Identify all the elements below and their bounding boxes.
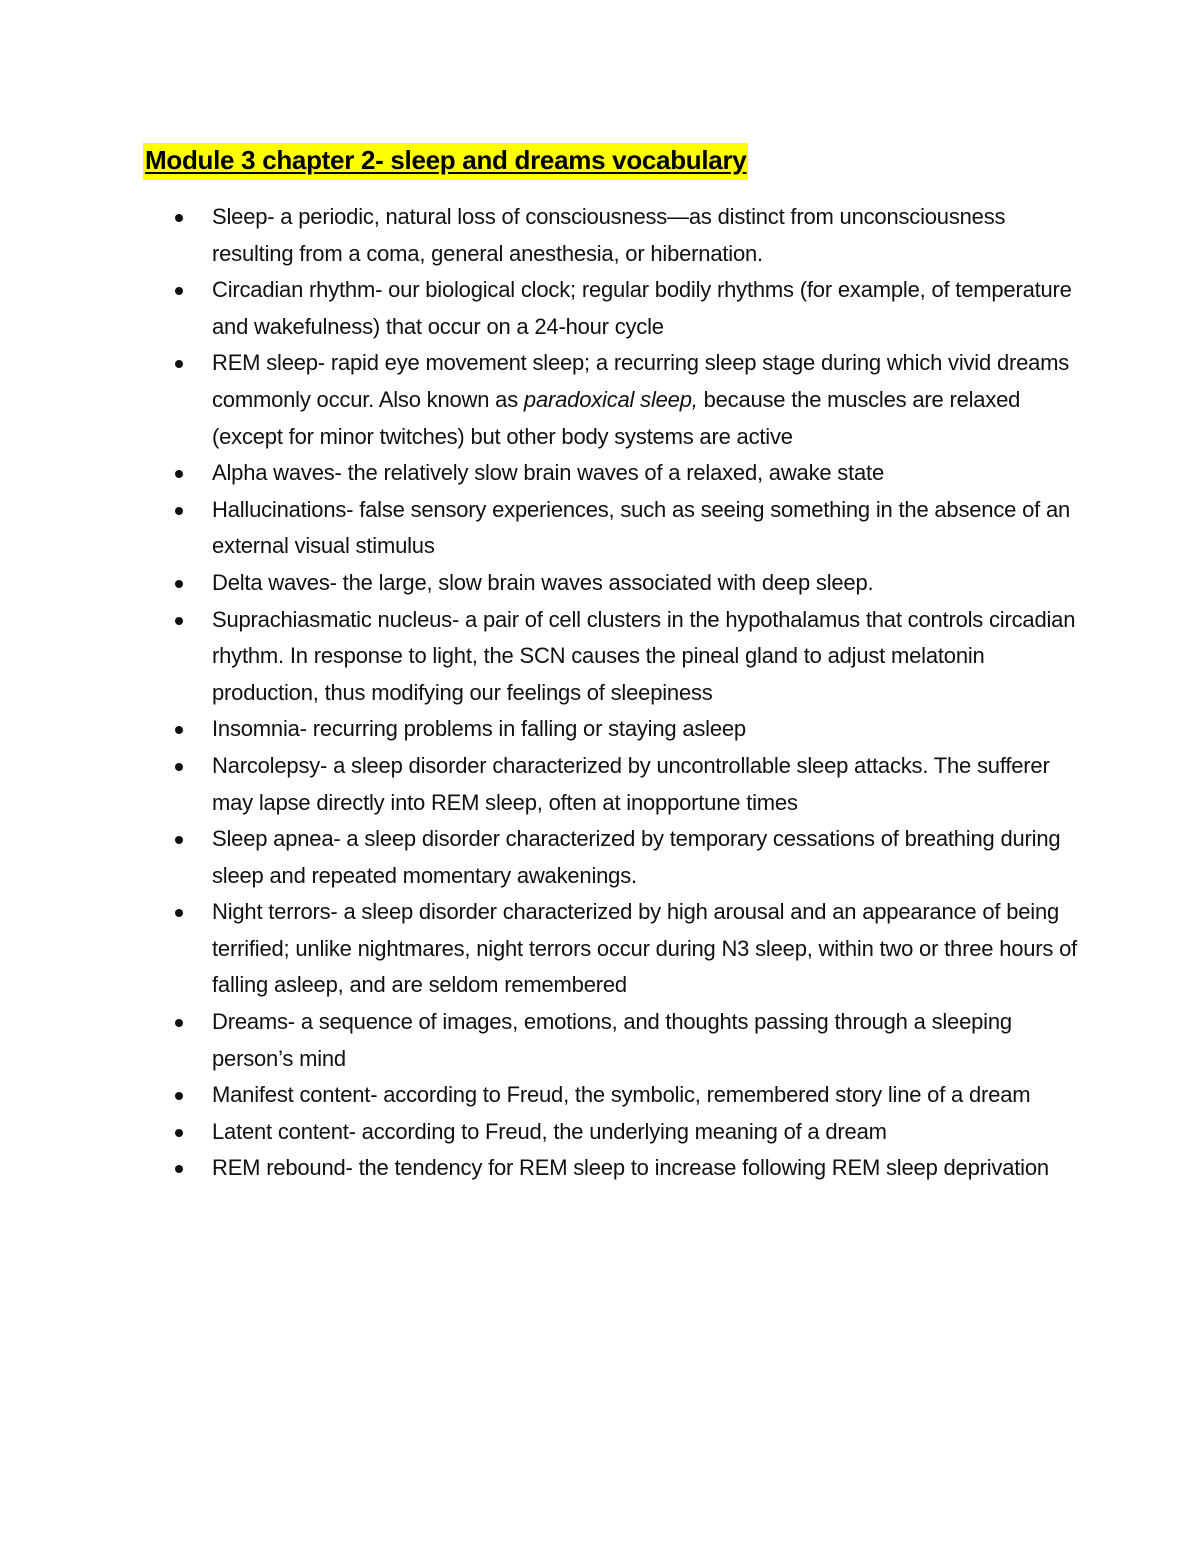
bullet-icon — [175, 1129, 183, 1137]
definition-text: Manifest content- according to Freud, the symbolic, remembered story line of a dream — [212, 1082, 1031, 1108]
bullet-icon — [175, 909, 183, 917]
list-item — [212, 565, 1092, 602]
definition-text: Narcolepsy- a sleep disorder characterized by uncontrollable sleep attacks. The sufferer may lapse directly into REM sleep, often at inopportune times — [212, 752, 1050, 815]
definition-text: Sleep- a periodic, natural loss of consciousness—as distinct from unconsciousness resulting from a coma, general anesthesia, or hibernation. — [212, 204, 1006, 266]
list-item — [212, 492, 1092, 565]
definition-text: Night terrors- a sleep disorder characterized by high arousal and an appearance of being terrified; unlike nightmares, night terrors occur during N3 sleep, within two or three hours of falling asleep, and are seldom remembered — [212, 899, 1078, 998]
definition-text: Dreams- a sequence of images, emotions, and thoughts passing through a sleeping person’s mind — [212, 1009, 1012, 1071]
bullet-icon — [175, 726, 183, 734]
bullet-icon — [175, 617, 183, 625]
list-item — [212, 1004, 1092, 1077]
definition-text: Sleep apnea- a sleep disorder characterized by temporary cessations of breathing during sleep and repeated momentary awakenings. — [212, 826, 1061, 888]
definition-text — [212, 350, 1069, 448]
list-item — [212, 272, 1092, 345]
bullet-icon — [175, 214, 183, 222]
definition-text: Alpha waves- the relatively slow brain waves of a relaxed, awake state — [212, 460, 885, 486]
bullet-icon — [175, 1165, 183, 1173]
list-item — [212, 602, 1092, 712]
list-item — [212, 345, 1092, 455]
list-item — [212, 455, 1092, 492]
list-item — [212, 1150, 1092, 1187]
bullet-icon — [175, 360, 183, 368]
bullet-icon — [175, 507, 183, 515]
bullet-icon — [175, 287, 183, 295]
definition-text: Insomnia- recurring problems in falling or staying asleep — [212, 716, 746, 742]
definition-text: Hallucinations- false sensory experiences, such as seeing something in the absence of an external visual stimulus — [212, 496, 1071, 559]
bullet-icon — [175, 470, 183, 478]
bullet-icon — [175, 580, 183, 588]
italic-term: paradoxical sleep, — [523, 386, 698, 412]
list-item — [212, 821, 1092, 894]
bullet-icon — [175, 1019, 183, 1027]
definition-text: Suprachiasmatic nucleus- a pair of cell clusters in the hypothalamus that controls circadian rhythm. In response to light, the SCN causes the pineal gland to adjust melatonin production, thus modifying our feelings of sleepiness — [212, 606, 1076, 705]
definition-text: Latent content- according to Freud, the underlying meaning of a dream — [212, 1118, 887, 1144]
list-item — [212, 1077, 1092, 1114]
bullet-icon — [175, 1092, 183, 1100]
document-title — [143, 140, 748, 180]
bullet-icon — [175, 763, 183, 771]
definition-text: REM rebound- the tendency for REM sleep to increase following REM sleep deprivation — [212, 1155, 1049, 1181]
definition-text: Circadian rhythm- our biological clock; regular bodily rhythms (for example, of temperature and wakefulness) that occur on a 24-hour cycle — [212, 277, 1072, 339]
list-item — [212, 199, 1092, 272]
list-item — [212, 894, 1092, 1004]
title-highlight: Module 3 chapter 2- sleep and dreams vocabulary — [143, 143, 748, 180]
list-item — [212, 1114, 1092, 1151]
vocabulary-list — [212, 199, 1092, 1187]
bullet-icon — [175, 836, 183, 844]
list-item — [212, 748, 1092, 821]
definition-text: Delta waves- the large, slow brain waves associated with deep sleep. — [212, 569, 874, 595]
definition-text-part: REM sleep- rapid eye movement sleep; a recurring sleep stage during which vivid dreams commonly occur. Also known as — [212, 350, 1070, 412]
definition-text-part: because the muscles are relaxed (except for minor twitches) but other body systems are active — [212, 386, 1021, 449]
list-item — [212, 711, 1092, 748]
